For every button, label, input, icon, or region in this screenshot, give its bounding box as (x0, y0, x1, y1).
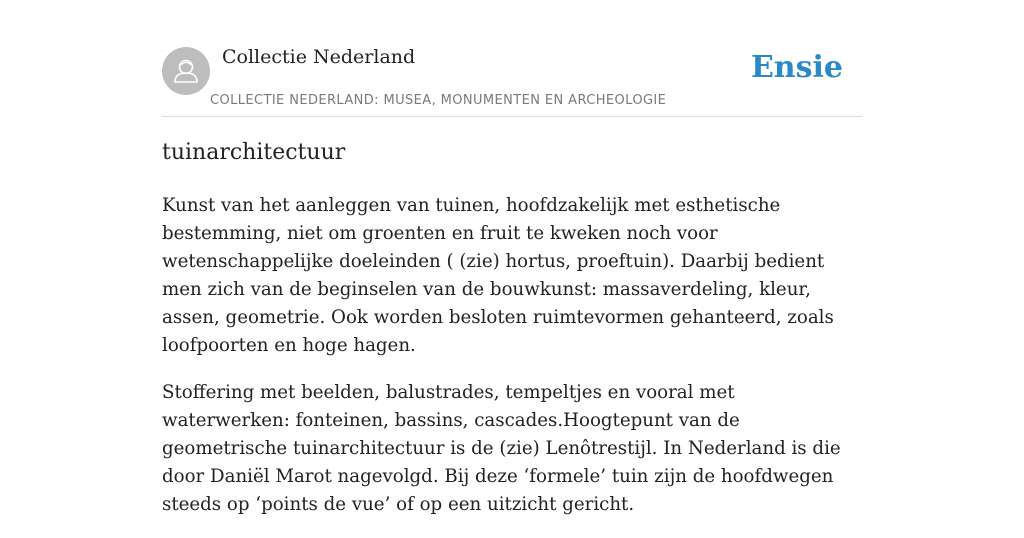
user-icon (162, 47, 210, 95)
paragraph: Kunst van het aanleggen van tuinen, hoofdzakelijk met esthetische bestemming, niet om groenten en fruit te kweken noch voor wetenschappelijke doeleinden ( (zie) hortus, proeftuin). Daarbij bedient men zich van de beginselen van de bouwkunst: massaverdeling, kleur, assen, geometrie. Ook worden besloten ruimtevormen gehanteerd, zoals loofpoorten en hoge hagen. (162, 195, 834, 356)
author-name[interactable]: Collectie Nederland (222, 46, 416, 68)
article-header (162, 0, 862, 117)
avatar[interactable] (162, 47, 210, 95)
ensie-logo[interactable]: Ensie (750, 50, 843, 85)
page (162, 0, 862, 515)
article-title: tuinarchitectuur (162, 140, 346, 165)
paragraph: Stoffering met beelden, balustrades, tempeltjes en vooral met waterwerken: fonteinen, bassins, cascades.Hoogtepunt van de geometrische tuinarchitectuur is de (zie) Lenôtrestijl. In Nederland is die door Daniël Marot nagevolgd. Bij deze ‘formele’ tuin zijn de hoofdwegen steeds op ‘points de vue’ of op een uitzicht gericht. (162, 382, 841, 515)
collection-name[interactable]: COLLECTIE NEDERLAND: MUSEA, MONUMENTEN EN ARCHEOLOGIE (210, 93, 667, 108)
article-body (162, 192, 862, 538)
